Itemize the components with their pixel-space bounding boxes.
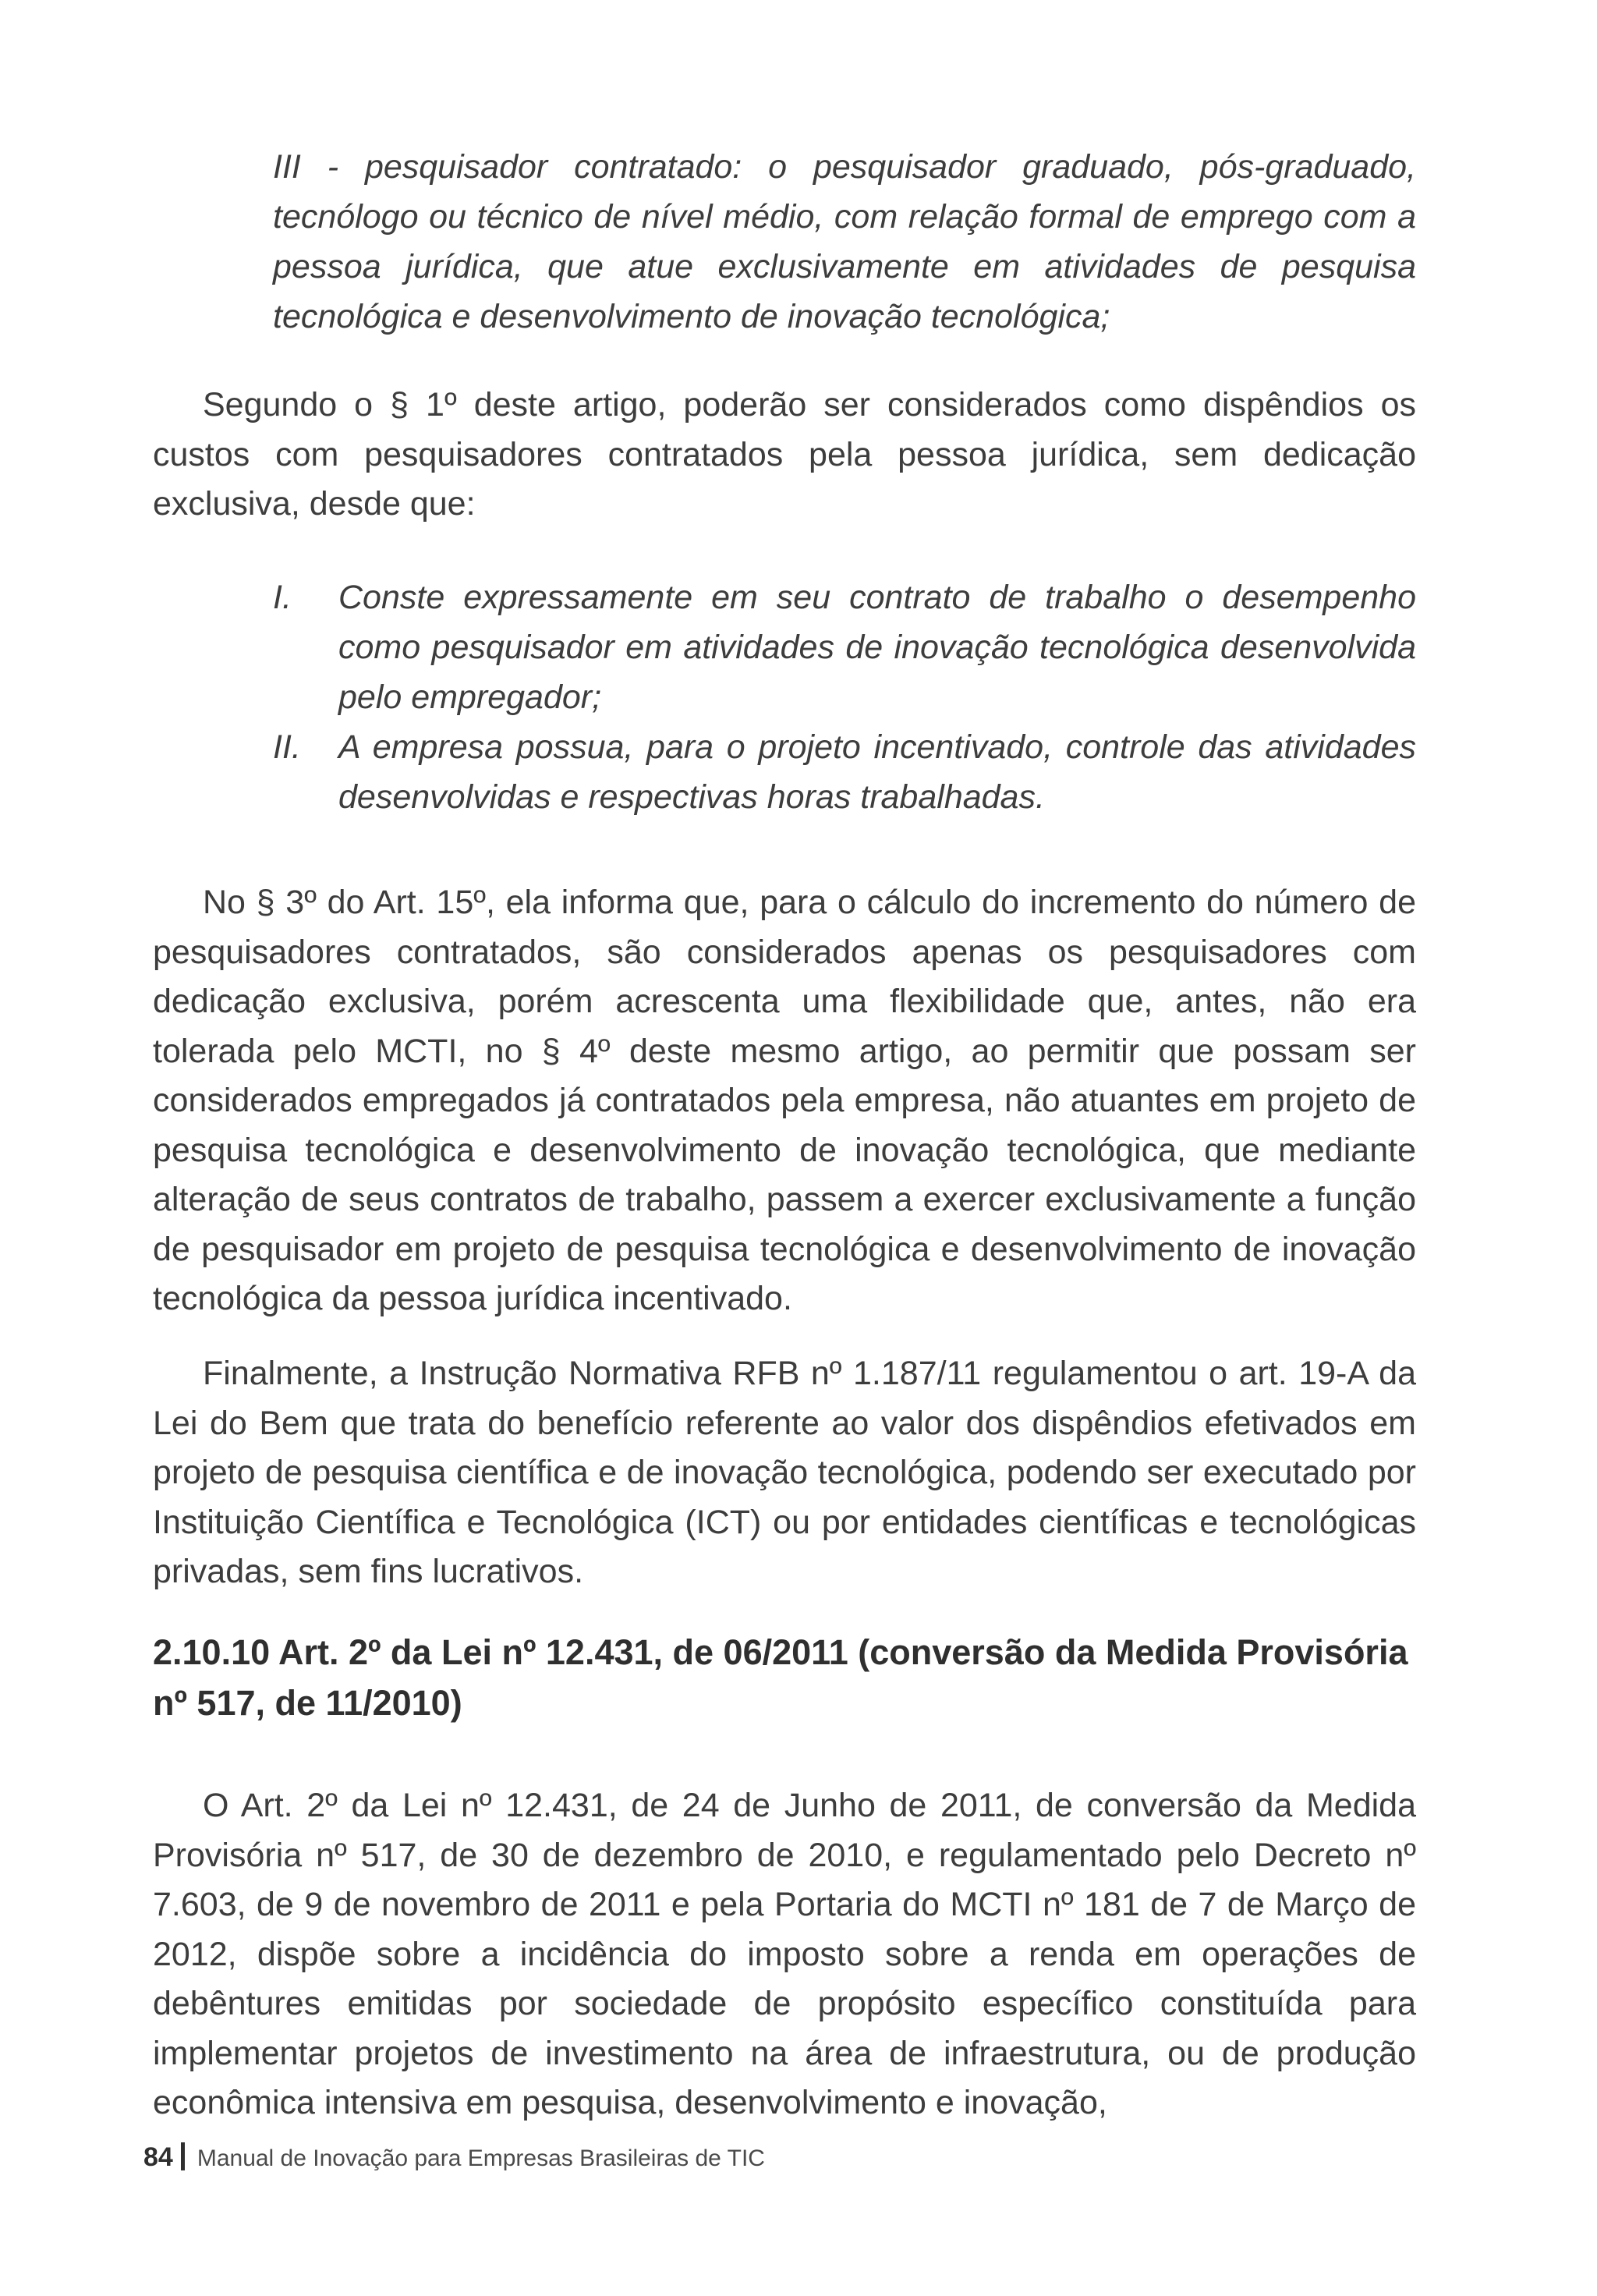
paragraph-art15 xyxy=(153,878,1416,1324)
page-number: 84 xyxy=(143,2142,173,2172)
quoted-item-iii xyxy=(273,142,1416,342)
paragraph-art15-text: No § 3º do Art. 15º, ela informa que, para o cálculo do incremento do número de pesquisadores contratados, são considerados apenas os pesquisadores com dedicação exclusiva, porém acrescenta uma flexibilidade que, antes, não era tolerada pelo MCTI, no § 4º deste mesmo artigo, ao permitir que possam ser considerados empregados já contratados pela empresa, não atuantes em projeto de pesquisa tecnológica e desenvolvimento de inovação tecnológica, que mediante alteração de seus contratos de trabalho, passem a exercer exclusivamente a função de pesquisador em projeto de pesquisa tecnológica e desenvolvimento de inovação tecnológica da pessoa jurídica incentivado. xyxy=(153,884,1416,1317)
list-item-text: Conste expressamente em seu contrato de trabalho o desempenho como pesquisador em atividades de inovação tecnológica desenvolvida pelo empregador; xyxy=(338,579,1416,716)
requirements-list xyxy=(273,572,1416,822)
footer-title: Manual de Inovação para Empresas Brasileiras de TIC xyxy=(197,2145,765,2171)
list-item-text: A empresa possua, para o projeto incentivado, controle das atividades desenvolvidas e respectivas horas trabalhadas. xyxy=(338,728,1416,816)
list-item xyxy=(273,572,1416,722)
list-marker: II. xyxy=(273,728,301,766)
paragraph-instrucao-normativa xyxy=(153,1349,1416,1597)
paragraph-segundo-text: Segundo o § 1º deste artigo, poderão ser considerados como dispêndios os custos com pesquisadores contratados pela pessoa jurídica, sem dedicação exclusiva, desde que: xyxy=(153,386,1416,523)
quoted-item-iii-text: III - pesquisador contratado: o pesquisador graduado, pós-graduado, tecnólogo ou técnico de nível médio, com relação formal de emprego com a pessoa jurídica, que atue exclusivamente em atividades de pesquisa tecnológica e desenvolvimento de inovação tecnológica; xyxy=(273,148,1416,335)
footer-divider xyxy=(181,2142,185,2170)
paragraph-art2-text: O Art. 2º da Lei nº 12.431, de 24 de Junho de 2011, de conversão da Medida Provisória nº 517, de 30 de dezembro de 2010, e regulamentado pelo Decreto nº 7.603, de 9 de novembro de 2011 e pela Portaria do MCTI nº 181 de 7 de Março de 2012, dispõe sobre a incidência do imposto sobre a renda em operações de debêntures emitidas por sociedade de propósito específico constituída para implementar projetos de investimento na área de infraestrutura, ou de produção econômica intensiva em pesquisa, desenvolvimento e inovação, xyxy=(153,1787,1416,2121)
list-item xyxy=(273,722,1416,822)
paragraph-art2 xyxy=(153,1781,1416,2128)
page-footer xyxy=(143,2142,765,2174)
paragraph-instrucao-normativa-text: Finalmente, a Instrução Normativa RFB nº 1.187/11 regulamentou o art. 19-A da Lei do Bem que trata do benefício referente ao valor dos dispêndios efetivados em projeto de pesquisa científica e de inovação tecnológica, podendo ser executado por Instituição Científica e Tecnológica (ICT) ou por entidades científicas e tecnológicas privadas, sem fins lucrativos. xyxy=(153,1355,1416,1590)
section-heading: 2.10.10 Art. 2º da Lei nº 12.431, de 06/2011 (conversão da Medida Provisória nº 517, de 11/2010) xyxy=(153,1632,1408,1723)
paragraph-segundo xyxy=(153,381,1416,530)
list-marker: I. xyxy=(273,579,292,616)
